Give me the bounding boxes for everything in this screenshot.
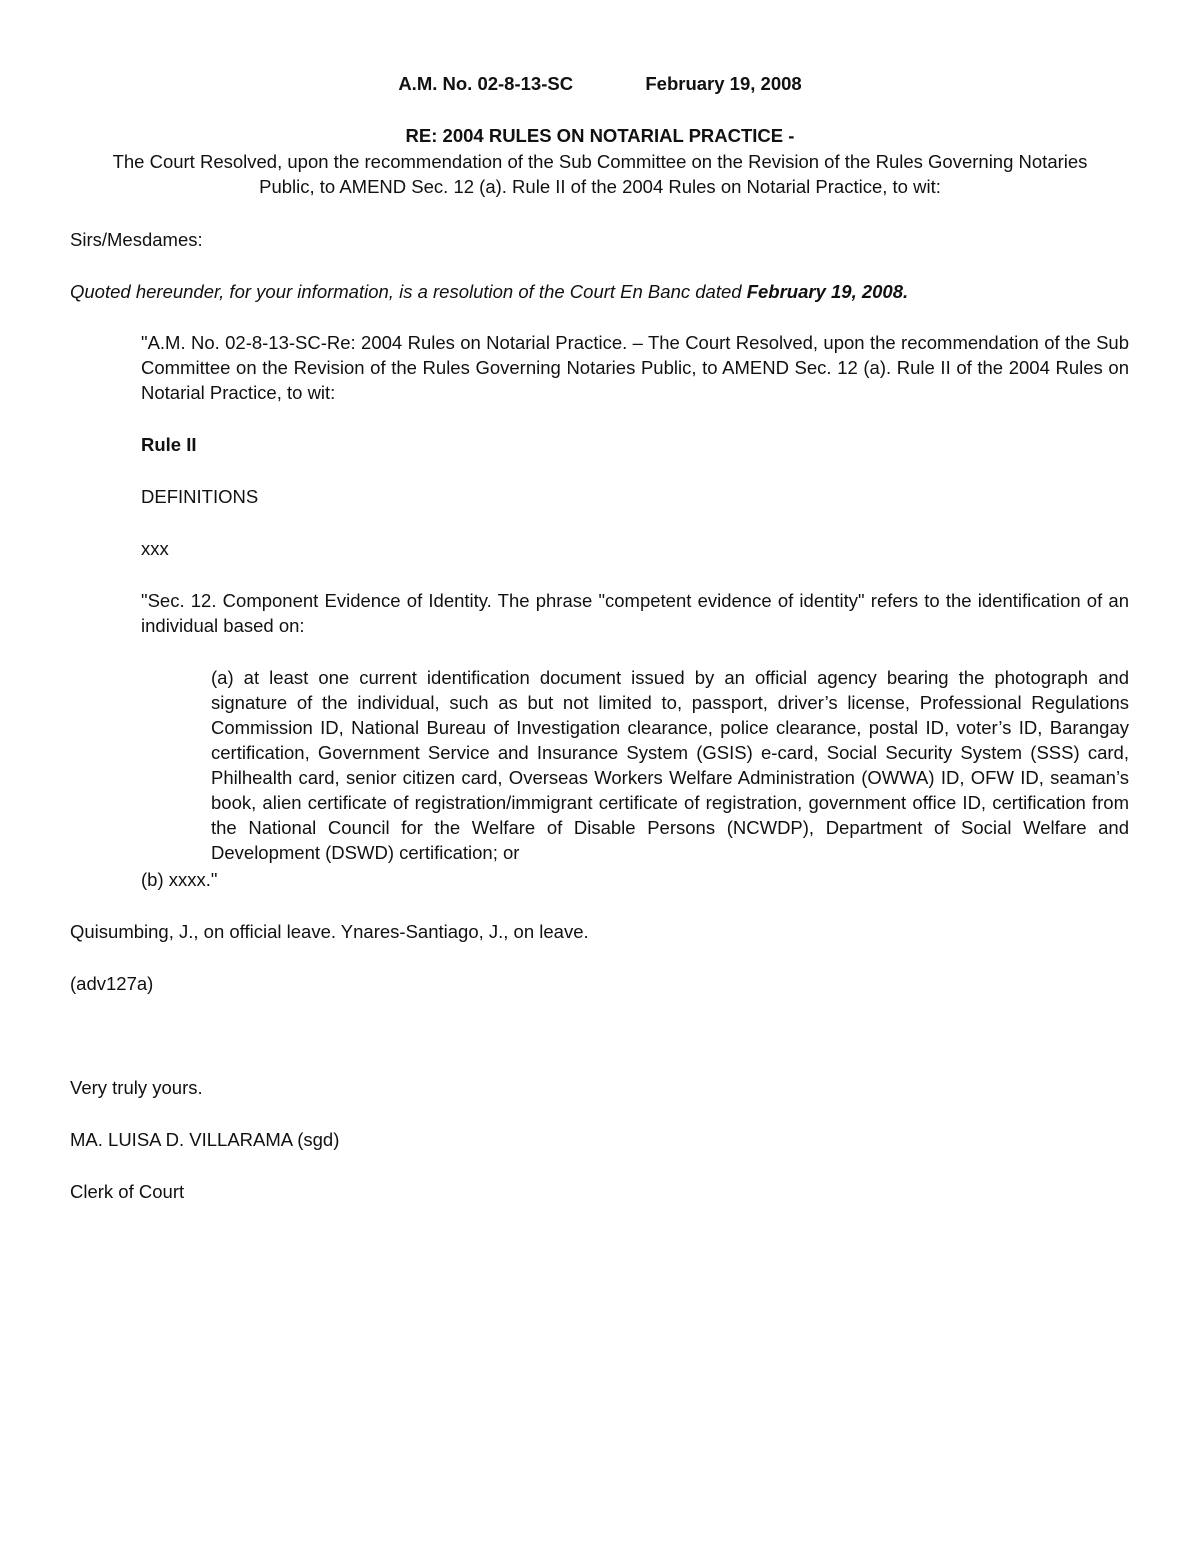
case-number: A.M. No. 02-8-13-SC: [398, 73, 574, 94]
item-b-paragraph: (b) xxxx.": [141, 869, 218, 890]
leave-note: Quisumbing, J., on official leave. Ynares-Santiago, J., on leave.: [70, 921, 589, 942]
document-header: [0, 71, 1200, 96]
closing-line: Very truly yours.: [70, 1077, 203, 1098]
omission-marker: xxx: [141, 538, 169, 559]
quoted-resolution: "A.M. No. 02-8-13-SC-Re: 2004 Rules on Notarial Practice. – The Court Resolved, upon the recommendation of the Sub Committee on the Revision of the Rules Governing Notaries Public, to AMEND Sec. 12 (a). Rule II of the 2004 Rules on Notarial Practice, to wit:: [141, 332, 1129, 403]
document-title: RE: 2004 RULES ON NOTARIAL PRACTICE -: [405, 125, 795, 146]
signatory-name: MA. LUISA D. VILLARAMA (sgd): [70, 1129, 340, 1150]
resolution-summary: The Court Resolved, upon the recommendation of the Sub Committee on the Revision of the Rules Governing Notaries Public, to AMEND Sec. 12 (a). Rule II of the 2004 Rules on Notarial Practice, to wit:: [112, 151, 1088, 197]
rule-heading: Rule II: [141, 434, 197, 455]
section-12-paragraph: "Sec. 12. Component Evidence of Identity. The phrase "competent evidence of identity" refers to the identification of an individual based on:: [141, 590, 1129, 636]
intro-text: Quoted hereunder, for your information, is a resolution of the Court En Banc dated: [70, 281, 747, 302]
resolution-date: February 19, 2008: [645, 73, 802, 94]
signatory-title: Clerk of Court: [70, 1181, 185, 1202]
intro-paragraph: [70, 279, 1150, 304]
salutation: Sirs/Mesdames:: [70, 229, 203, 250]
reference-code: (adv127a): [70, 973, 154, 994]
definitions-heading: DEFINITIONS: [141, 486, 259, 507]
item-a-paragraph: (a) at least one current identification document issued by an official agency bearing the photograph and signature of the individual, such as but not limited to, passport, driver’s license, Professional Regulations Commission ID, National Bureau of Investigation clearance, police clearance, postal ID, voter’s ID, Barangay certification, Government Service and Insurance System (GSIS) e-card, Social Security System (SSS) card, Philhealth card, senior citizen card, Overseas Workers Welfare Administration (OWWA) ID, OFW ID, seaman’s book, alien certificate of registration/immigrant certificate of registration, government office ID, certification from the National Council for the Welfare of Disable Persons (NCWDP), Department of Social Welfare and Development (DSWD) certification; or: [211, 667, 1129, 863]
intro-date: February 19, 2008.: [746, 281, 909, 302]
